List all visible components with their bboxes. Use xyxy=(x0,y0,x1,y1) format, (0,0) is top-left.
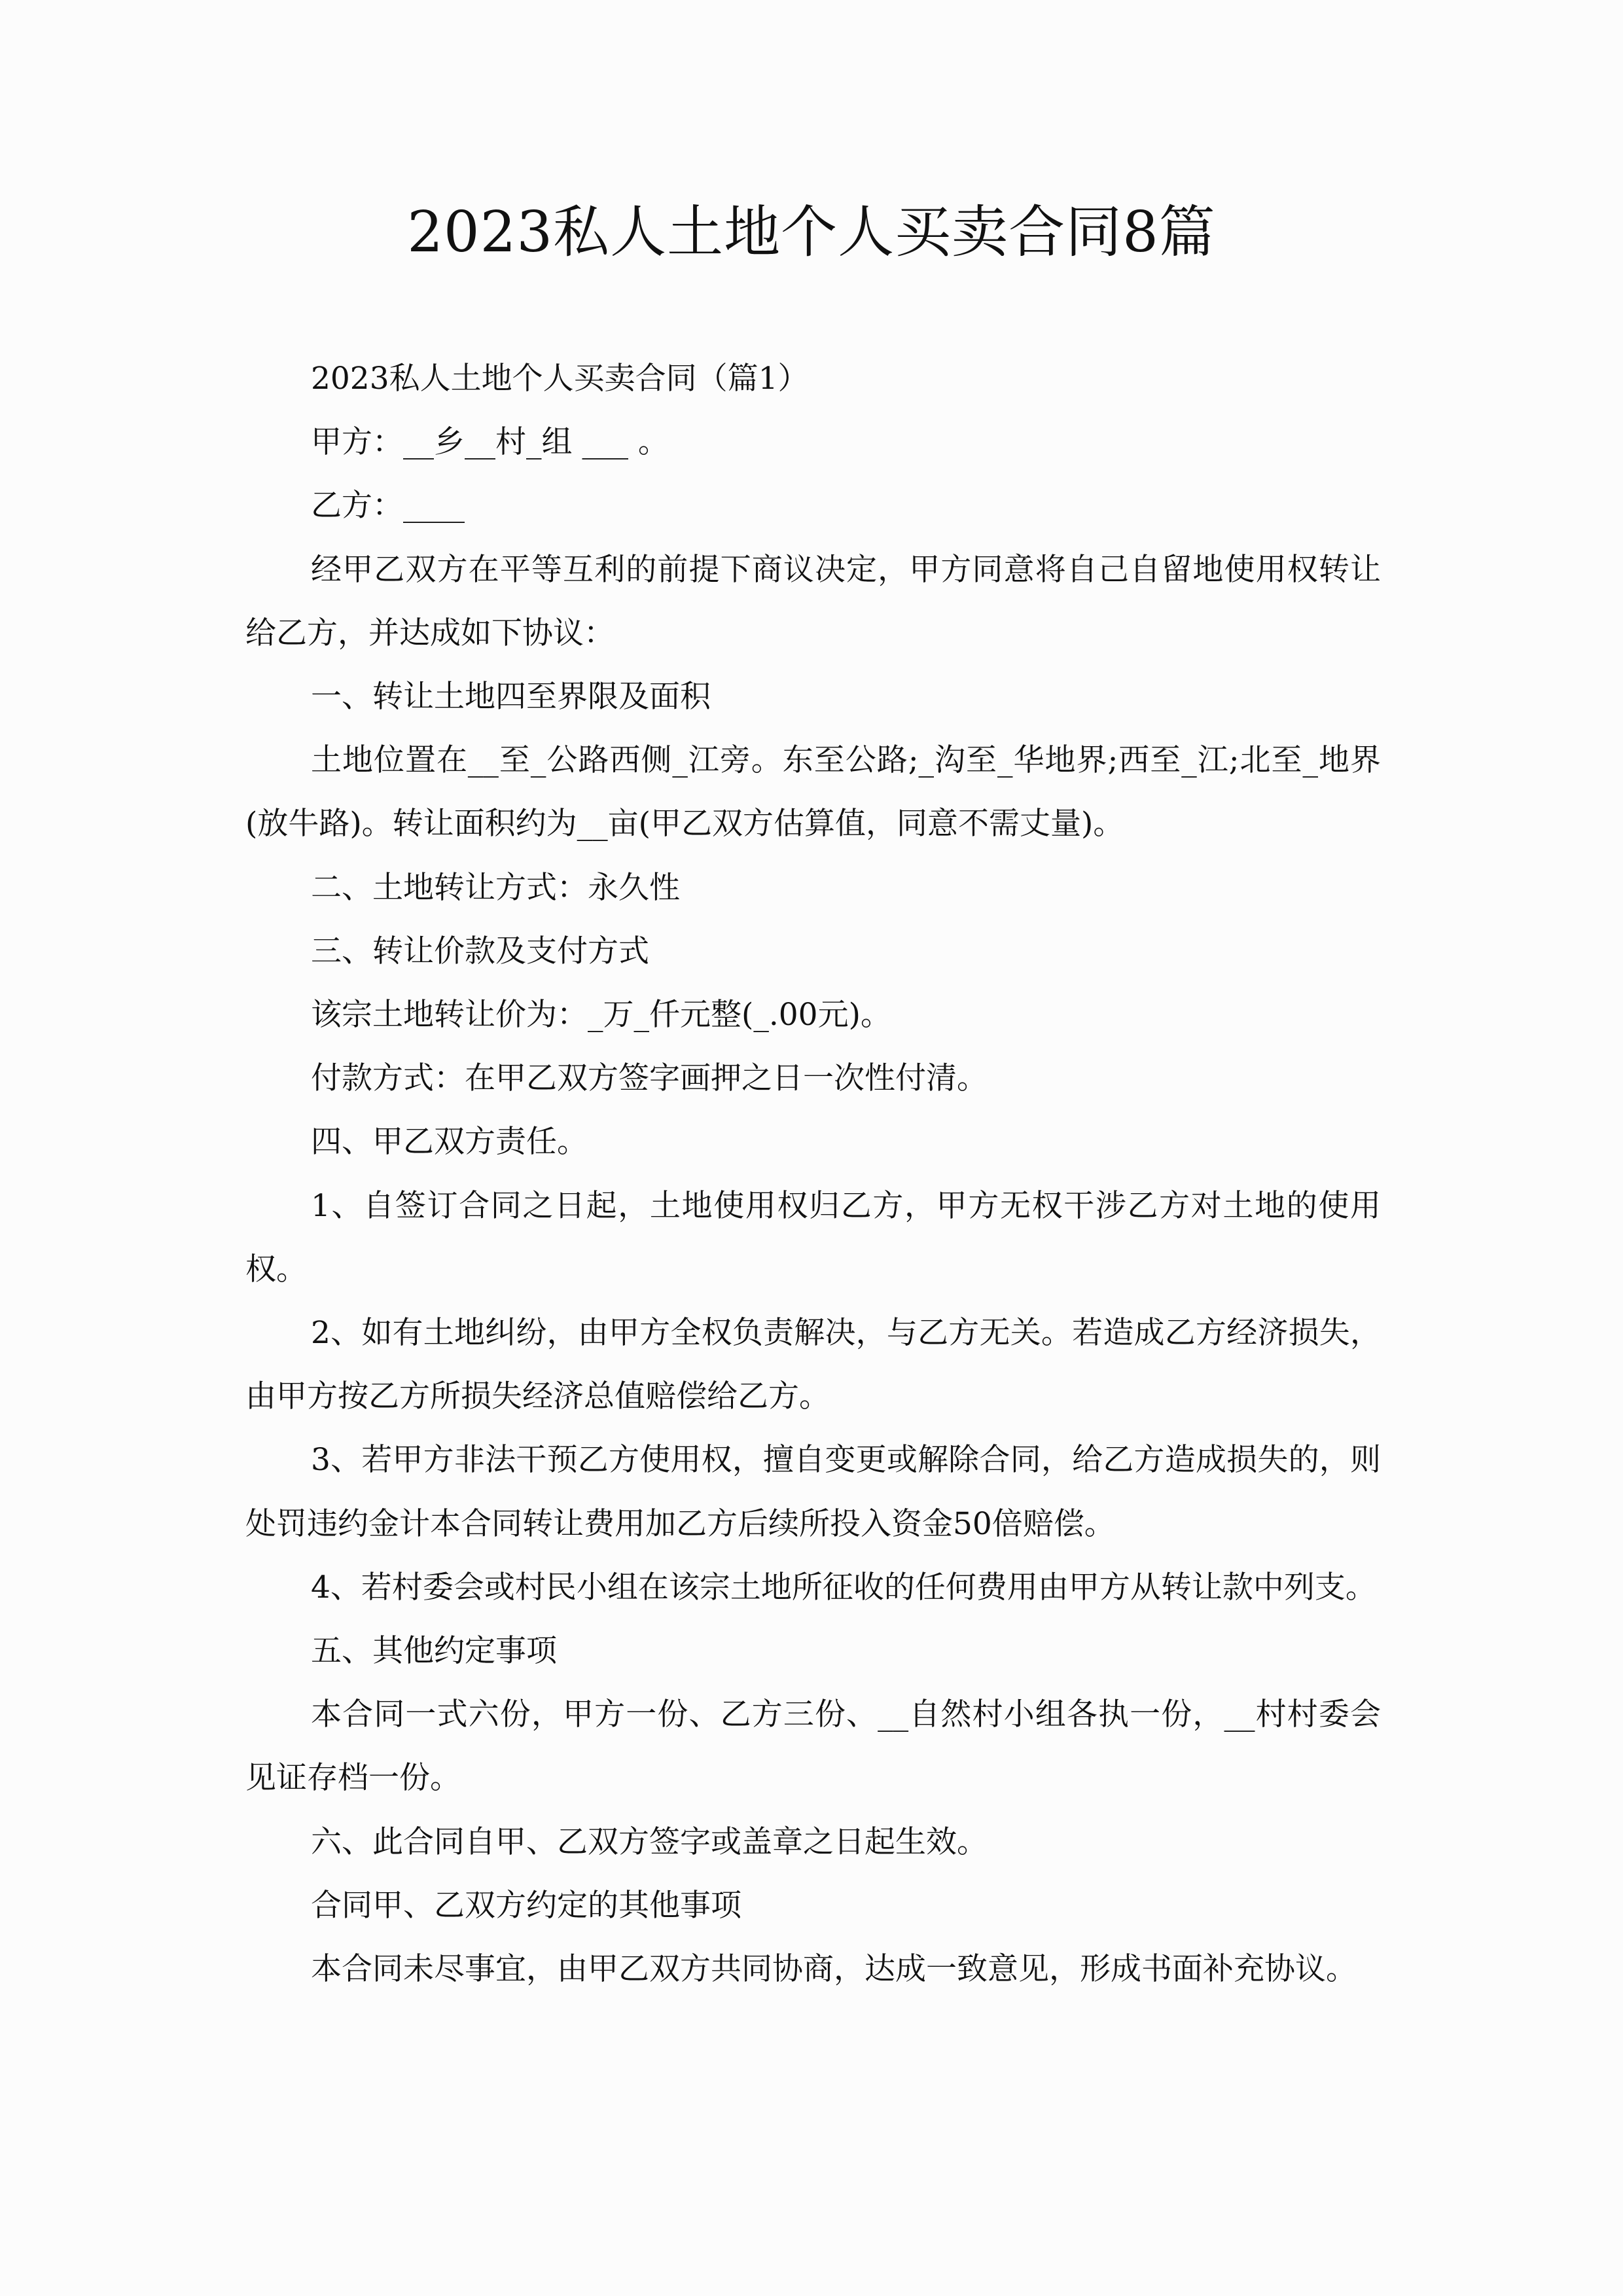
clause-5-heading: 五、其他约定事项 xyxy=(311,1633,557,1670)
document-body xyxy=(245,347,1381,2001)
preamble-paragraph: 经甲乙双方在平等互利的前提下商议决定，甲方同意将自己自留地使用权转让给乙方，并达成如下协议： xyxy=(245,551,1381,651)
payment-method-line: 付款方式：在甲乙双方签字画押之日一次性付清。 xyxy=(311,1060,988,1097)
section-heading-part-1: 2023私人土地个人买卖合同（篇1） xyxy=(311,361,809,397)
clause-4-item-4: 4、若村委会或村民小组在该宗土地所征收的任何费用由甲方从转让款中列支。 xyxy=(311,1569,1376,1605)
clause-3-heading: 三、转让价款及支付方式 xyxy=(311,933,649,969)
clause-4-item-2: 2、如有土地纠纷，由甲方全权负责解决，与乙方无关。若造成乙方经济损失，由甲方按乙方所损失经济总值赔偿给乙方。 xyxy=(245,1315,1381,1415)
clause-6-effective: 六、此合同自甲、乙双方签字或盖章之日起生效。 xyxy=(311,1823,988,1860)
clause-2-heading: 二、土地转让方式：永久性 xyxy=(311,869,680,906)
copies-paragraph: 本合同一式六份，甲方一份、乙方三份、__自然村小组各执一份，__村村委会见证存档一份。 xyxy=(245,1696,1381,1797)
supplementary-agreement-paragraph: 本合同未尽事宜，由甲乙双方共同协商，达成一致意见，形成书面补充协议。 xyxy=(311,1951,1357,1988)
party-b-line: 乙方：____ xyxy=(311,488,465,524)
document-title: 2023私人土地个人买卖合同8篇 xyxy=(407,200,1216,265)
clause-4-item-1: 1、自签订合同之日起，土地使用权归乙方，甲方无权干涉乙方对土地的使用权。 xyxy=(245,1187,1381,1287)
other-matters-heading: 合同甲、乙双方约定的其他事项 xyxy=(311,1887,741,1924)
price-line: 该宗土地转让价为：_万_仟元整(_.00元)。 xyxy=(311,997,891,1033)
party-a-line: 甲方：__乡__村_组 ___ 。 xyxy=(311,424,669,461)
clause-4-item-3: 3、若甲方非法干预乙方使用权，擅自变更或解除合同，给乙方造成损失的，则处罚违约金计本合同转让费用加乙方后续所投入资金50倍赔偿。 xyxy=(245,1442,1381,1542)
clause-4-heading: 四、甲乙双方责任。 xyxy=(311,1124,588,1160)
clause-1-heading: 一、转让土地四至界限及面积 xyxy=(311,679,711,715)
clause-1-text: 土地位置在__至_公路西侧_江旁。东至公路;_沟至_华地界;西至_江;北至_地界(放牛路)。转让面积约为__亩(甲乙双方估算值，同意不需丈量)。 xyxy=(245,742,1381,842)
